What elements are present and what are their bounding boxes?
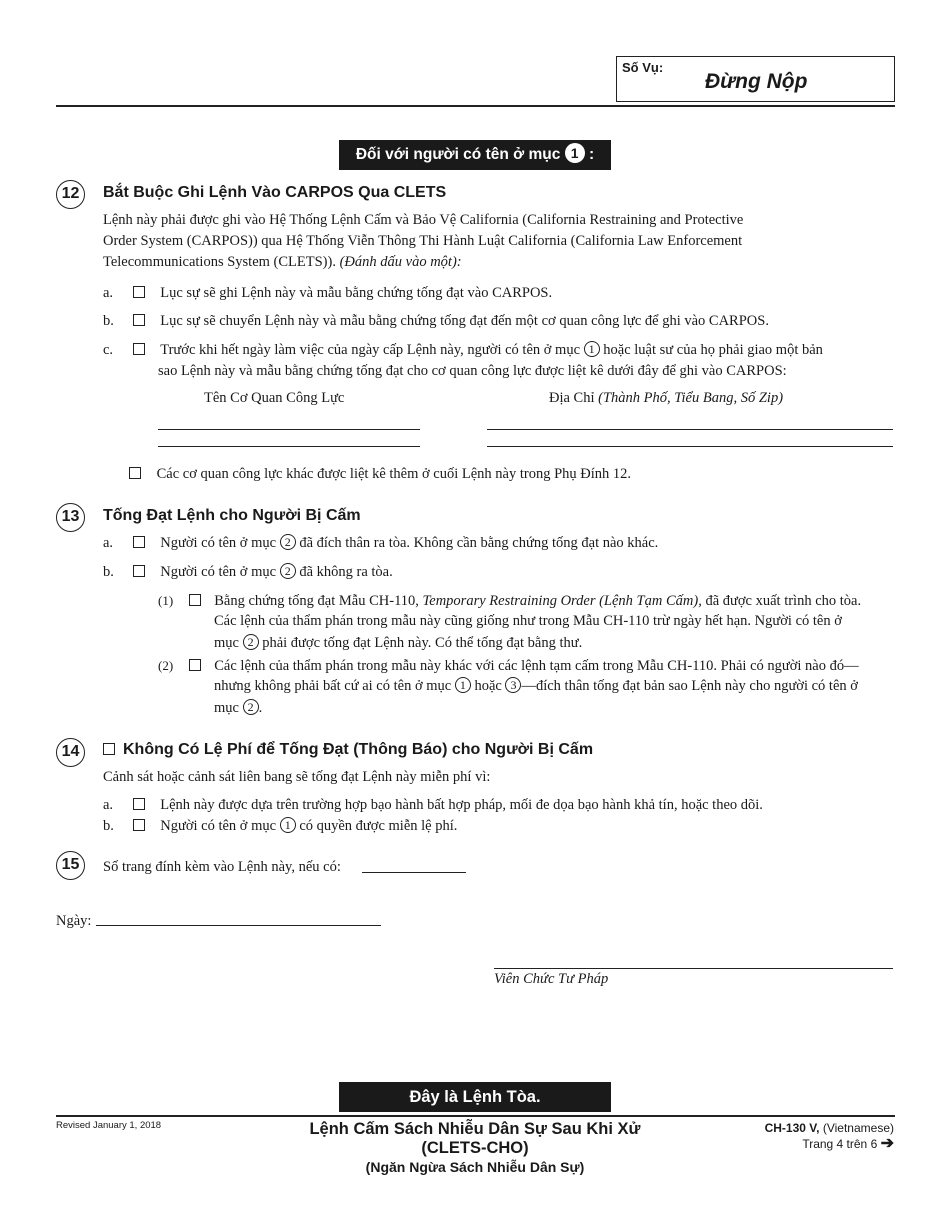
section-14-option-a: a. Lệnh này được dựa trên trường hợp bạo hành bất hợp pháp, mối đe dọa bạo hành khả tín, hoặc theo dõi. [103,797,763,813]
case-number-value: Đừng Nộp [705,70,808,93]
agency-address-field-2[interactable] [487,446,893,447]
next-page-arrow-icon: ➔ [880,1135,894,1152]
form-title-line-2: (CLETS-CHO) [421,1139,529,1157]
section-13-b1-line-2: Các lệnh của thẩm phán trong mẫu này cũng giống như trong Mẫu CH-110 trừ ngày hết hạn. Người có tên ở [214,613,842,629]
section-14-b-checkbox[interactable] [133,819,145,831]
option-c-label: c. [103,342,114,358]
section-13-number: 13 [56,503,85,532]
section-13-option-b: b. Người có tên ở mục 2 đã không ra tòa. [103,564,393,580]
agency-name-field[interactable] [158,429,420,430]
option-a-text: Lục sự sẽ ghi Lệnh này và mẫu bằng chứng tống đạt vào CARPOS. [160,285,553,301]
section-13-b2: (2) Các lệnh của thẩm phán trong mẫu này khác với các lệnh tạm cấm trong Mẫu CH-110. Phải có người nào đó— [158,658,859,674]
intro-line-1: Lệnh này phải được ghi vào Hệ Thống Lệnh Cấm và Bảo Vệ California (California Restraining and Protective [103,212,744,228]
section-12-additional-agencies [129,464,889,485]
header-rule [56,105,895,107]
item-ref-circle: 2 [243,699,259,715]
agency-address-label: Địa Chỉ (Thành Phố, Tiểu Bang, Số Zip) [549,390,784,406]
footer-rule [56,1115,895,1117]
section-13-a-checkbox[interactable] [133,536,145,548]
option-c-text-1: Trước khi hết ngày làm việc của ngày cấp Lệnh này, người có tên ở mục 1 hoặc luật sư của họ phải giao một bản [160,342,823,358]
section-14-header [103,741,593,759]
agency-name-field-2[interactable] [158,446,420,447]
section-13-b1-checkbox[interactable] [189,594,201,606]
option-c-checkbox[interactable] [133,343,145,355]
section-13-b-checkbox[interactable] [133,565,145,577]
date-field[interactable] [96,925,381,926]
section-12-option-b [103,311,893,332]
form-number: CH-130 V, [764,1121,820,1135]
section-13-b1: (1) Bằng chứng tống đạt Mẫu CH-110, Temporary Restraining Order (Lệnh Tạm Cấm), đã được xuất trình cho tòa. [158,593,862,609]
date-label: Ngày: [56,913,92,929]
section-13-b1-line-3: mục 2 phải được tống đạt Lệnh này. Có thể tống đạt bằng thư. [214,635,583,651]
banner-item-number: 1 [565,143,585,163]
revised-date: Revised January 1, 2018 [56,1120,162,1131]
item-ref-circle: 1 [584,341,600,357]
section-12-title: Bắt Buộc Ghi Lệnh Vào CARPOS Qua CLETS [103,184,447,201]
section-13-title: Tống Đạt Lệnh cho Người Bị Cấm [103,507,361,524]
attached-pages-field[interactable] [362,872,466,873]
item-ref-circle: 3 [505,677,521,693]
banner-prefix: Đối với người có tên ở mục [355,146,561,163]
form-title [255,1120,695,1176]
agency-name-label: Tên Cơ Quan Công Lực [204,390,345,406]
form-language: (Vietnamese) [822,1121,894,1135]
item-ref-circle: 2 [280,563,296,579]
case-number-label: Số Vụ: [622,60,664,75]
intro-line-3: Telecommunications System (CLETS)). (Đánh dấu vào một): [103,254,462,270]
section-14-option-b: b. Người có tên ở mục 1 có quyền được miễn lệ phí. [103,818,458,834]
intro-line-2: Order System (CARPOS)) qua Hệ Thống Viễn Thông Thi Hành Luật California (California Law Enforcement [103,233,743,249]
item-ref-circle: 1 [280,817,296,833]
additional-agencies-text: Các cơ quan công lực khác được liệt kê thêm ở cuối Lệnh này trong Phụ Đính 12. [156,466,632,482]
section-14-a-checkbox[interactable] [133,798,145,810]
section-13-b2-line-3: mục 2 . [214,700,263,716]
section-banner [339,140,611,170]
intro-instruction: (Đánh dấu vào một): [339,254,462,270]
agency-address-field[interactable] [487,429,893,430]
section-14-intro: Cảnh sát hoặc cảnh sát liên bang sẽ tống đạt Lệnh này miễn phí vì: [103,769,491,785]
section-14-number: 14 [56,738,85,767]
option-b-text: Lục sự sẽ chuyển Lệnh này và mẫu bằng chứng tống đạt đến một cơ quan công lực để ghi vào CARPOS. [160,313,769,329]
item-ref-circle: 2 [243,634,259,650]
section-12-intro [103,210,893,273]
section-13-option-a: a. Người có tên ở mục 2 đã đích thân ra tòa. Không cần bằng chứng tống đạt nào khác. [103,535,659,551]
section-13-b2-checkbox[interactable] [189,659,201,671]
additional-agencies-checkbox[interactable] [129,467,141,479]
court-order-banner: Đây là Lệnh Tòa. [339,1082,611,1112]
section-12-number: 12 [56,180,85,209]
case-number-box [616,56,895,102]
section-12-option-a [103,283,893,304]
section-14-checkbox[interactable] [103,743,115,755]
section-14-title: Không Có Lệ Phí để Tống Đạt (Thông Báo) cho Người Bị Cấm [123,741,594,758]
section-13-b2-line-2: nhưng không phải bất cứ ai có tên ở mục 1 hoặc 3 —đích thân tống đạt bản sao Lệnh này cho người có tên ở [214,678,858,694]
form-id [765,1120,894,1152]
option-c-text-2: sao Lệnh này và mẫu bằng chứng tống đạt cho cơ quan công lực được liệt kê dưới đây để ghi vào CARPOS: [158,363,787,379]
item-ref-circle: 2 [280,534,296,550]
option-a-checkbox[interactable] [133,286,145,298]
section-15-number: 15 [56,851,85,880]
banner-suffix: : [588,146,595,163]
form-title-line-3: (Ngăn Ngừa Sách Nhiễu Dân Sự) [365,1159,585,1175]
section-12-option-c [103,340,898,361]
form-title-line-1: Lệnh Cấm Sách Nhiễu Dân Sự Sau Khi Xử [309,1120,641,1138]
attached-pages-label: Số trang đính kèm vào Lệnh này, nếu có: [103,859,341,875]
page-info: Trang 4 trên 6 ➔ [802,1135,894,1152]
option-a-label: a. [103,285,114,301]
option-b-label: b. [103,313,114,329]
item-ref-circle: 1 [455,677,471,693]
option-b-checkbox[interactable] [133,314,145,326]
judicial-officer-label: Viên Chức Tư Pháp [494,971,609,987]
